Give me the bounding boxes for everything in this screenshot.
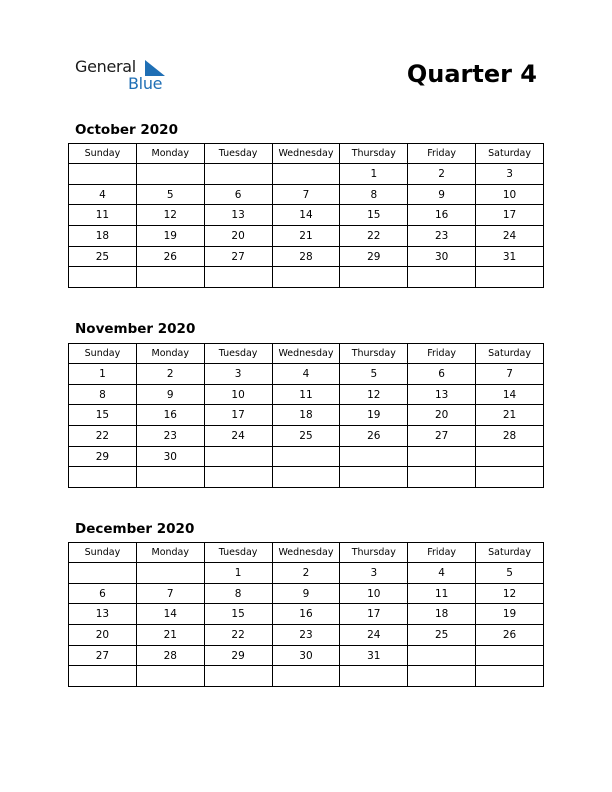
- day-cell: [69, 267, 137, 288]
- day-cell: 27: [69, 645, 137, 666]
- day-cell: 25: [408, 625, 476, 646]
- day-cell: 27: [204, 246, 272, 267]
- day-cell: 26: [136, 246, 204, 267]
- month-calendar-table: [68, 542, 544, 687]
- day-cell: 1: [204, 563, 272, 584]
- day-cell: 28: [272, 246, 340, 267]
- day-cell: 30: [272, 645, 340, 666]
- day-cell: 18: [408, 604, 476, 625]
- day-cell: 24: [476, 226, 544, 247]
- day-cell: 12: [340, 384, 408, 405]
- day-cell: 29: [69, 446, 137, 467]
- day-cell: [204, 267, 272, 288]
- day-cell: 22: [340, 226, 408, 247]
- day-cell: 29: [204, 645, 272, 666]
- day-cell: 14: [476, 384, 544, 405]
- day-cell: [204, 666, 272, 687]
- day-cell: 3: [476, 164, 544, 185]
- day-cell: [136, 666, 204, 687]
- day-cell: 3: [340, 563, 408, 584]
- weekday-header: Sunday: [69, 344, 137, 364]
- weekday-header: Monday: [136, 344, 204, 364]
- day-cell: [340, 666, 408, 687]
- day-cell: 7: [476, 364, 544, 385]
- day-cell: 9: [408, 184, 476, 205]
- day-cell: 17: [204, 405, 272, 426]
- day-cell: [136, 467, 204, 488]
- day-cell: 31: [340, 645, 408, 666]
- day-cell: [204, 467, 272, 488]
- weekday-header: Monday: [136, 144, 204, 164]
- weekday-header: Saturday: [476, 144, 544, 164]
- weekday-header: Wednesday: [272, 344, 340, 364]
- day-cell: 30: [136, 446, 204, 467]
- day-cell: 8: [69, 384, 137, 405]
- day-cell: 10: [340, 583, 408, 604]
- day-cell: 11: [408, 583, 476, 604]
- day-cell: 19: [136, 226, 204, 247]
- day-cell: 14: [136, 604, 204, 625]
- week-row: [69, 645, 544, 666]
- day-cell: 15: [204, 604, 272, 625]
- day-cell: 11: [272, 384, 340, 405]
- day-cell: 21: [272, 226, 340, 247]
- week-row: [69, 405, 544, 426]
- day-cell: [340, 446, 408, 467]
- day-cell: 1: [340, 164, 408, 185]
- day-cell: 18: [272, 405, 340, 426]
- day-cell: 7: [272, 184, 340, 205]
- weekday-header: Friday: [408, 543, 476, 563]
- day-cell: 26: [476, 625, 544, 646]
- day-cell: 6: [408, 364, 476, 385]
- weekday-header: Thursday: [340, 543, 408, 563]
- day-cell: 15: [69, 405, 137, 426]
- day-cell: 24: [204, 426, 272, 447]
- day-cell: 6: [69, 583, 137, 604]
- day-cell: [408, 446, 476, 467]
- day-cell: [136, 164, 204, 185]
- weekday-header-row: [69, 543, 544, 563]
- day-cell: 4: [408, 563, 476, 584]
- week-row: [69, 226, 544, 247]
- weekday-header: Wednesday: [272, 543, 340, 563]
- day-cell: [69, 467, 137, 488]
- day-cell: 16: [272, 604, 340, 625]
- day-cell: [476, 267, 544, 288]
- day-cell: [408, 467, 476, 488]
- day-cell: 12: [476, 583, 544, 604]
- month-title: December 2020: [75, 521, 195, 537]
- month-title: November 2020: [75, 321, 196, 337]
- logo-text-general: General: [75, 57, 136, 76]
- day-cell: [204, 446, 272, 467]
- week-row: [69, 184, 544, 205]
- weekday-header: Monday: [136, 543, 204, 563]
- day-cell: 31: [476, 246, 544, 267]
- day-cell: 3: [204, 364, 272, 385]
- day-cell: 4: [272, 364, 340, 385]
- week-row: [69, 205, 544, 226]
- day-cell: 5: [476, 563, 544, 584]
- day-cell: 23: [272, 625, 340, 646]
- day-cell: 23: [136, 426, 204, 447]
- week-row: [69, 364, 544, 385]
- day-cell: 9: [272, 583, 340, 604]
- day-cell: 28: [476, 426, 544, 447]
- week-row: [69, 446, 544, 467]
- day-cell: [476, 645, 544, 666]
- day-cell: 17: [476, 205, 544, 226]
- day-cell: [272, 467, 340, 488]
- weekday-header: Friday: [408, 144, 476, 164]
- day-cell: 2: [136, 364, 204, 385]
- day-cell: [272, 446, 340, 467]
- day-cell: 2: [408, 164, 476, 185]
- day-cell: 20: [204, 226, 272, 247]
- week-row: [69, 467, 544, 488]
- day-cell: 26: [340, 426, 408, 447]
- day-cell: 25: [272, 426, 340, 447]
- day-cell: 22: [69, 426, 137, 447]
- month-title: October 2020: [75, 122, 178, 138]
- logo-text-blue: Blue: [128, 74, 163, 93]
- day-cell: 8: [204, 583, 272, 604]
- day-cell: [69, 666, 137, 687]
- day-cell: 12: [136, 205, 204, 226]
- week-row: [69, 625, 544, 646]
- logo: [75, 57, 175, 93]
- day-cell: 5: [340, 364, 408, 385]
- day-cell: [476, 666, 544, 687]
- week-row: [69, 563, 544, 584]
- day-cell: [340, 467, 408, 488]
- weekday-header: Tuesday: [204, 344, 272, 364]
- week-row: [69, 246, 544, 267]
- weekday-header: Saturday: [476, 543, 544, 563]
- day-cell: 25: [69, 246, 137, 267]
- day-cell: [408, 666, 476, 687]
- week-row: [69, 384, 544, 405]
- weekday-header-row: [69, 144, 544, 164]
- day-cell: 28: [136, 645, 204, 666]
- day-cell: [340, 267, 408, 288]
- day-cell: [272, 267, 340, 288]
- day-cell: [408, 267, 476, 288]
- page-title: Quarter 4: [406, 60, 537, 88]
- weekday-header: Thursday: [340, 144, 408, 164]
- month-calendar-table: [68, 343, 544, 488]
- day-cell: 16: [408, 205, 476, 226]
- day-cell: 9: [136, 384, 204, 405]
- day-cell: 20: [408, 405, 476, 426]
- day-cell: 16: [136, 405, 204, 426]
- week-row: [69, 604, 544, 625]
- week-row: [69, 267, 544, 288]
- day-cell: 17: [340, 604, 408, 625]
- day-cell: 6: [204, 184, 272, 205]
- day-cell: 15: [340, 205, 408, 226]
- day-cell: 11: [69, 205, 137, 226]
- day-cell: [69, 563, 137, 584]
- day-cell: 18: [69, 226, 137, 247]
- weekday-header: Tuesday: [204, 543, 272, 563]
- day-cell: 4: [69, 184, 137, 205]
- day-cell: 5: [136, 184, 204, 205]
- day-cell: 14: [272, 205, 340, 226]
- day-cell: [408, 645, 476, 666]
- day-cell: [272, 164, 340, 185]
- weekday-header: Saturday: [476, 344, 544, 364]
- day-cell: 1: [69, 364, 137, 385]
- day-cell: 10: [204, 384, 272, 405]
- week-row: [69, 164, 544, 185]
- week-row: [69, 583, 544, 604]
- day-cell: 2: [272, 563, 340, 584]
- month-calendar-table: [68, 143, 544, 288]
- weekday-header: Friday: [408, 344, 476, 364]
- day-cell: 20: [69, 625, 137, 646]
- weekday-header: Sunday: [69, 144, 137, 164]
- day-cell: 10: [476, 184, 544, 205]
- day-cell: 21: [476, 405, 544, 426]
- day-cell: [136, 267, 204, 288]
- day-cell: 13: [69, 604, 137, 625]
- day-cell: [204, 164, 272, 185]
- day-cell: 19: [476, 604, 544, 625]
- day-cell: 19: [340, 405, 408, 426]
- week-row: [69, 666, 544, 687]
- day-cell: 30: [408, 246, 476, 267]
- day-cell: 13: [408, 384, 476, 405]
- day-cell: 8: [340, 184, 408, 205]
- day-cell: 13: [204, 205, 272, 226]
- weekday-header: Thursday: [340, 344, 408, 364]
- day-cell: 23: [408, 226, 476, 247]
- day-cell: [136, 563, 204, 584]
- day-cell: [272, 666, 340, 687]
- day-cell: 21: [136, 625, 204, 646]
- day-cell: [476, 446, 544, 467]
- day-cell: 27: [408, 426, 476, 447]
- week-row: [69, 426, 544, 447]
- day-cell: 29: [340, 246, 408, 267]
- day-cell: [476, 467, 544, 488]
- weekday-header-row: [69, 344, 544, 364]
- day-cell: 7: [136, 583, 204, 604]
- weekday-header: Wednesday: [272, 144, 340, 164]
- weekday-header: Sunday: [69, 543, 137, 563]
- day-cell: 24: [340, 625, 408, 646]
- weekday-header: Tuesday: [204, 144, 272, 164]
- day-cell: 22: [204, 625, 272, 646]
- day-cell: [69, 164, 137, 185]
